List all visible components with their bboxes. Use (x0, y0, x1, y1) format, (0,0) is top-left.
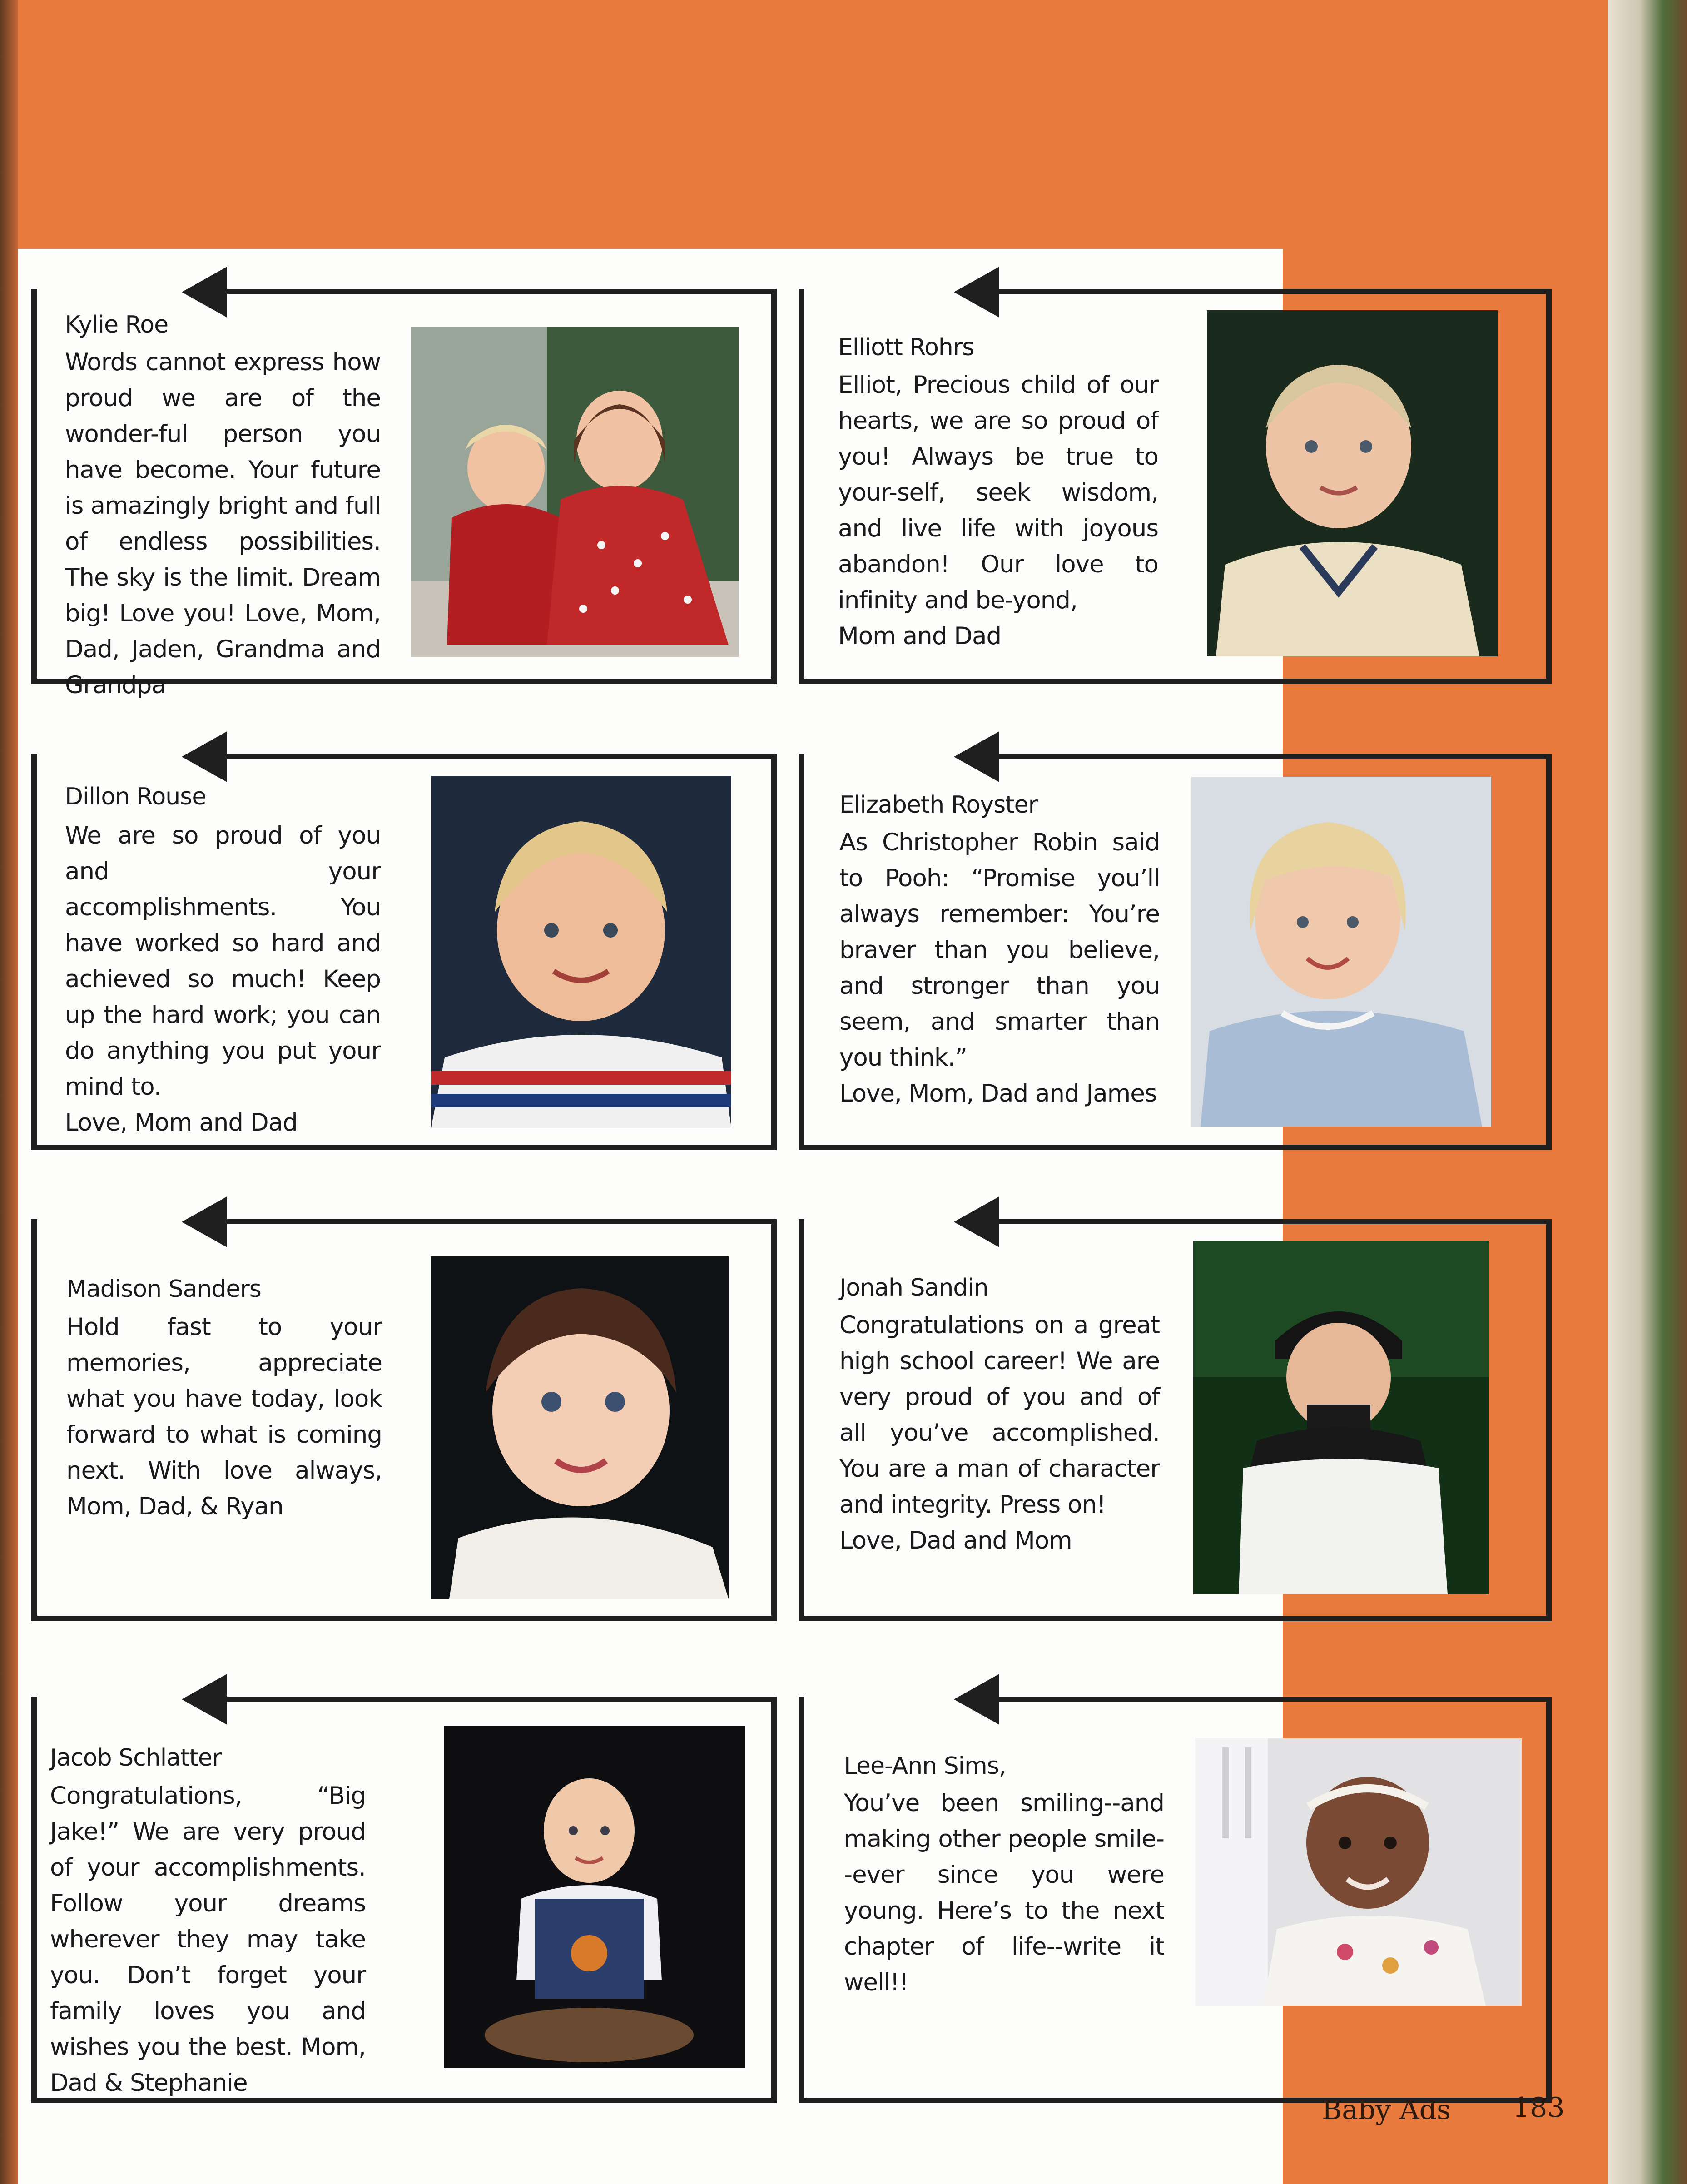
ad-name: Dillon Rouse (65, 783, 206, 810)
ad-message: As Christopher Robin said to Pooh: “Promise you’ll always remember: You’re braver than you believe, and stronger than you seem, and smarter than you think.” Love, Mom, Dad and James (839, 829, 1160, 1107)
photo-child-helmet (1193, 1241, 1489, 1594)
ad-message: Hold fast to your memories, appreciate what you have today, look forward to what is coming next. With love always, Mom, Dad, & Ryan (66, 1313, 382, 1520)
section-footer: Baby Ads (1322, 2094, 1451, 2126)
ad-message: Congratulations on a great high school career! We are very proud of you and of all you’ve accomplished. You are a man of character and integrity. Press on! Love, Dad and Mom (839, 1311, 1160, 1554)
ad-message: Congratulations, “Big Jake!” We are very proud of your accomplishments. Follow your dreams wherever they may take you. Don’t forget your family loves you and wishes you the best. Mom, Dad & Stephanie (50, 1782, 366, 2097)
page-edge (1608, 0, 1687, 2184)
ad-name: Jonah Sandin (839, 1274, 988, 1301)
photo-two-children (411, 327, 739, 657)
ad-message: We are so proud of you and your accomplishments. You have worked so hard and achieved so much! Keep up the hard work; you can do anything you put your mind to. Love, Mom and Dad (65, 822, 381, 1137)
book-binding (0, 0, 18, 2184)
ad-name: Elizabeth Royster (839, 791, 1038, 819)
photo-baby-overalls (444, 1726, 745, 2068)
photo-toddler-vest (1207, 310, 1498, 656)
ad-name: Elliott Rohrs (838, 334, 974, 361)
photo-toddler-blue-dress (1191, 777, 1491, 1127)
photo-toddler-striped (431, 776, 731, 1128)
ad-message: You’ve been smiling--and making other people smile--ever since you were young. Here’s to the next chapter of life--write it well!! (844, 1789, 1164, 1996)
ad-name: Lee-Ann Sims, (844, 1752, 1006, 1780)
ad-message: Words cannot express how proud we are of the wonder-ful person you have become. Your future is amazingly bright and full of endless possibilities. The sky is the limit. Dream big! Love you! Love, Mom, Dad, Jaden, Grandma and Grandpa (65, 348, 381, 699)
ad-name: Jacob Schlatter (50, 1744, 222, 1772)
ad-message: Elliot, Precious child of our hearts, we are so proud of you! Always be true to your-self, seek wisdom, and live life with joyous abandon! Our love to infinity and be-yond, Mom and Dad (838, 371, 1158, 650)
photo-toddler-white-top (431, 1256, 729, 1599)
photo-baby-headband (1195, 1738, 1522, 2006)
ad-name: Madison Sanders (66, 1276, 261, 1303)
page-number: 183 (1513, 2092, 1565, 2124)
ad-name: Kylie Roe (65, 311, 169, 338)
